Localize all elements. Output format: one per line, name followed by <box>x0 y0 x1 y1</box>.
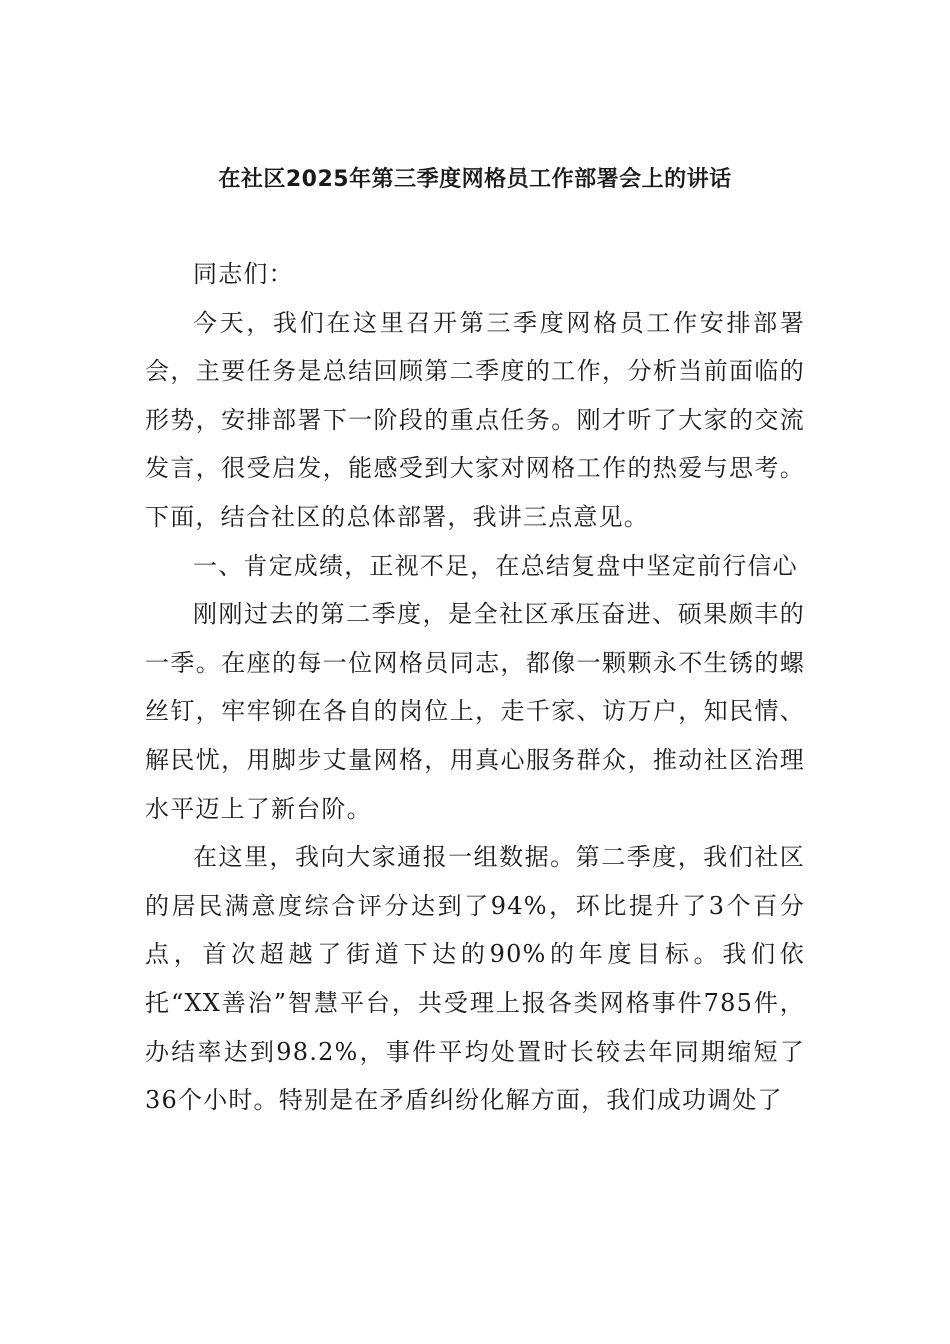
salutation: 同志们： <box>193 260 294 288</box>
document-title: 在社区2025年第三季度网格员工作部署会上的讲话 <box>218 167 732 192</box>
document-body <box>145 250 805 1125</box>
section-heading-1: 一、肯定成绩，正视不足，在总结复盘中坚定前行信心 <box>193 551 798 580</box>
paragraph-achievements: 刚刚过去的第二季度，是全社区承压奋进、硕果颇丰的一季。在座的每一位网格员同志，都像一颗颗永不生锈的螺丝钉，牢牢铆在各自的岗位上，走千家、访万户，知民情、解民忧，用脚步丈量网格，用真心服务群众，推动社区治理水平迈上了新台阶。 <box>145 600 805 823</box>
paragraph-intro: 今天，我们在这里召开第三季度网格员工作安排部署会，主要任务是总结回顾第二季度的工作，分析当前面临的形势，安排部署下一阶段的重点任务。刚才听了大家的交流发言，很受启发，能感受到大家对网格工作的热爱与思考。下面，结合社区的总体部署，我讲三点意见。 <box>145 308 805 531</box>
paragraph-data-report: 在这里，我向大家通报一组数据。第二季度，我们社区的居民满意度综合评分达到了94%，环比提升了3个百分点，首次超越了街道下达的90%的年度目标。我们依托“XX善治”智慧平台，共受理上报各类网格事件785件，办结率达到98.2%，事件平均处置时长较去年同期缩短了36个小时。特别是在矛盾纠纷化解方面，我们成功调处了 <box>145 843 805 1115</box>
